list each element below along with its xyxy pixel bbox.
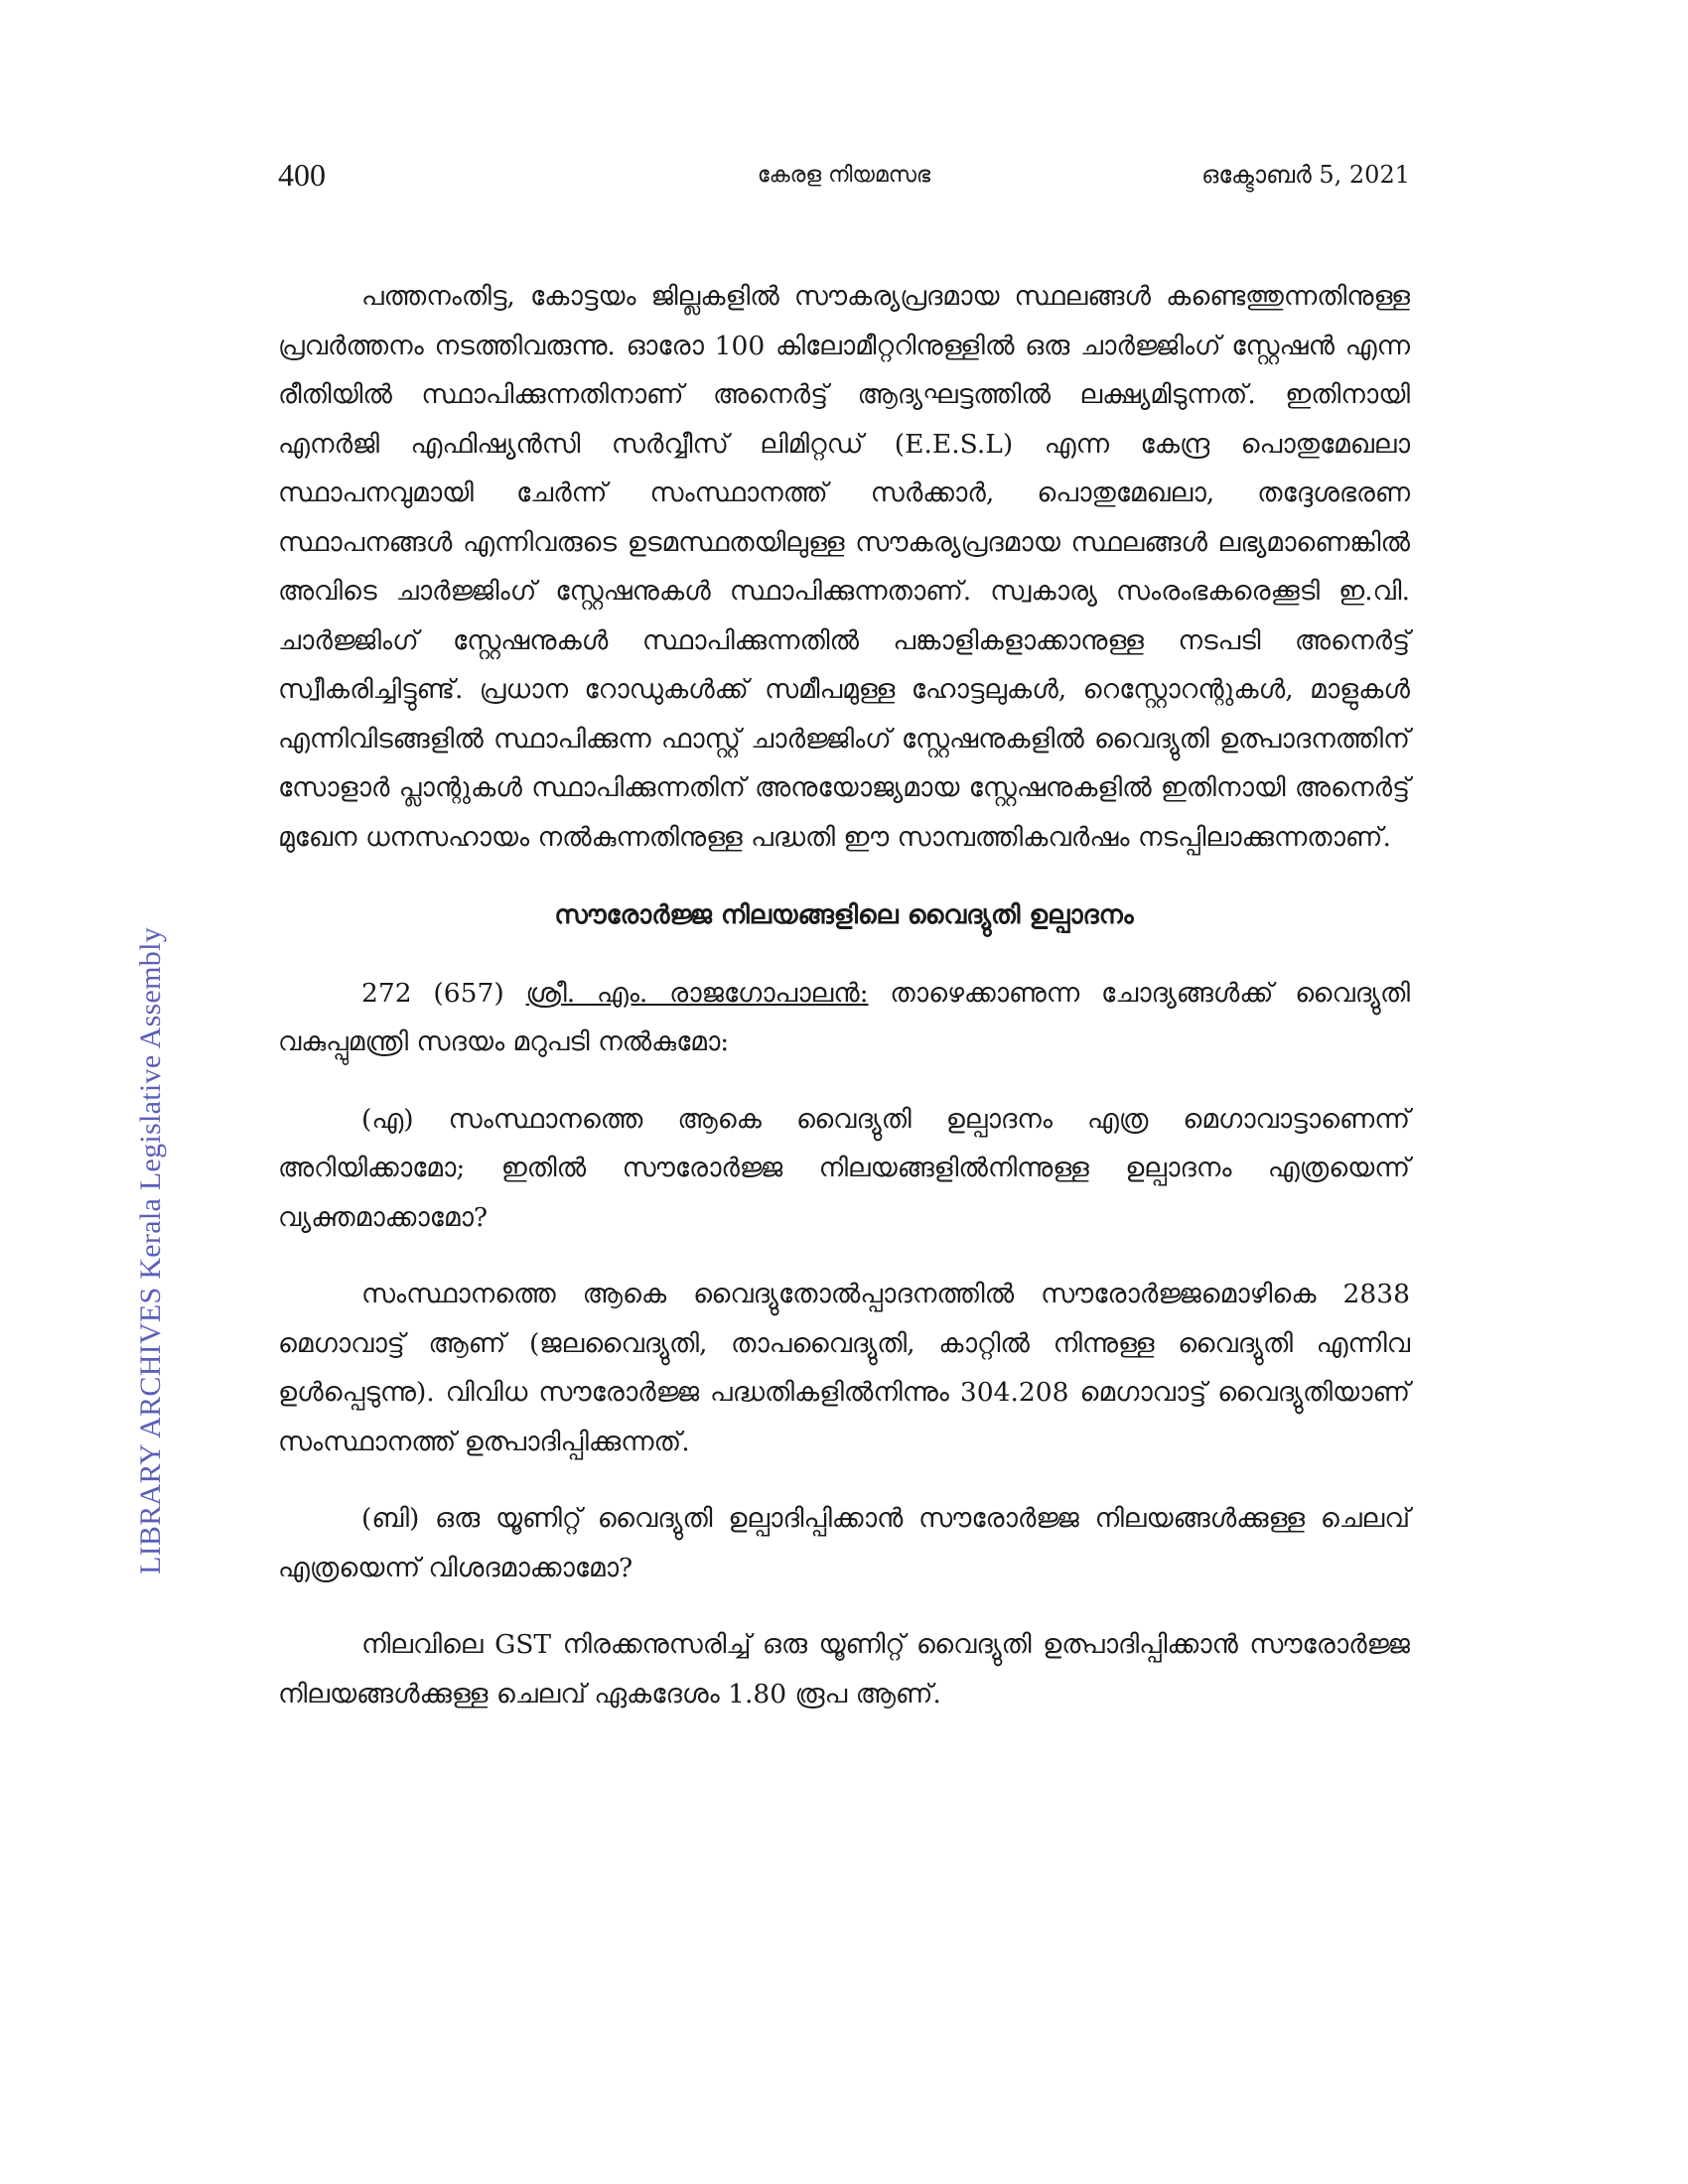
answer-continuation-paragraph: പത്തനംതിട്ട, കോട്ടയം ജില്ലകളിൽ സൗകര്യപ്രദമായ സ്ഥലങ്ങൾ കണ്ടെത്തുന്നതിനുള്ള പ്രവർത്തനം നടത്തിവരുന്നു. ഓരോ 100 കിലോമീറ്ററിനുള്ളിൽ ഒരു ചാർജ്ജിംഗ് സ്റ്റേഷൻ എന്ന രീതിയിൽ സ്ഥാപിക്കുന്നതിനാണ് അനെർട്ട് ആദ്യഘട്ടത്തിൽ ലക്ഷ്യമിടുന്നത്. ഇതിനായി എനർജി എഫിഷ്യൻസി സർവ്വീസ് ലിമിറ്റഡ് (E.E.S.L) എന്ന കേന്ദ്ര പൊതുമേഖലാ സ്ഥാപനവുമായി ചേർന്ന് സംസ്ഥാനത്ത് സർക്കാർ, പൊതുമേഖലാ, തദ്ദേശഭരണ സ്ഥാപനങ്ങൾ എന്നിവരുടെ ഉടമസ്ഥതയിലുള്ള സൗകര്യപ്രദമായ സ്ഥലങ്ങൾ ലഭ്യമാണെങ്കിൽ അവിടെ ചാർജ്ജിംഗ് സ്റ്റേഷനുകൾ സ്ഥാപിക്കുന്നതാണ്. സ്വകാര്യ സംരംഭകരെക്കൂടി ഇ.വി. ചാർജ്ജിംഗ് സ്റ്റേഷനുകൾ സ്ഥാപിക്കുന്നതിൽ പങ്കാളികളാക്കാനുള്ള നടപടി അനെർട്ട് സ്വീകരിച്ചിട്ടുണ്ട്. പ്രധാന റോഡുകൾക്ക് സമീപമുള്ള ഹോട്ടലുകൾ, റെസ്റ്റോറന്റുകൾ, മാളുകൾ എന്നിവിടങ്ങളിൽ സ്ഥാപിക്കുന്ന ഫാസ്റ്റ് ചാർജ്ജിംഗ് സ്റ്റേഷനുകളിൽ വൈദ്യുതി ഉത്പാദനത്തിന് സോളാർ പ്ലാന്റുകൾ സ്ഥാപിക്കുന്നതിന് അനുയോജ്യമായ സ്റ്റേഷനുകളിൽ ഇതിനായി അനെർട്ട് മുഖേന ധനസഹായം നൽകുന്നതിനുള്ള പദ്ധതി ഈ സാമ്പത്തികവർഷം നടപ്പിലാക്കുന്നതാണ്. [278,281,1410,853]
document-body [278,272,1410,1718]
question-intro-text: താഴെക്കാണുന്ന ചോദ്യങ്ങൾക്ക് വൈദ്യുതി വകുപ്പുമന്ത്രി സദയം മറുപടി നൽകുമോ: [278,977,1410,1057]
question-number: 272 (657) [361,977,504,1009]
member-name: ശ്രീ. എം. രാജഗോപാലൻ: [525,977,869,1009]
watermark-text: LIBRARY ARCHIVES Kerala Legislative Assembly [134,926,167,1575]
question-a: (എ) സംസ്ഥാനത്തെ ആകെ വൈദ്യുതി ഉല്പാദനം എത്ര മെഗാവാട്ടാണെന്ന് അറിയിക്കാമോ; ഇതിൽ സൗരോർജ്ജ നിലയങ്ങളിൽനിന്നുള്ള ഉല്പാദനം എത്രയെന്ന് വ്യക്തമാക്കാമോ? [278,1103,1410,1233]
page-number: 400 [278,157,326,193]
answer-a: സംസ്ഥാനത്തെ ആകെ വൈദ്യുതോൽപ്പാദനത്തിൽ സൗരോർജ്ജമൊഴികെ 2838 മെഗാവാട്ട് ആണ് (ജലവൈദ്യുതി, താപവൈദ്യുതി, കാറ്റിൽ നിന്നുള്ള വൈദ്യുതി എന്നിവ ഉൾപ്പെടുന്നു). വിവിധ സൗരോർജ്ജ പദ്ധതികളിൽനിന്നും 304.208 മെഗാവാട്ട് വൈദ്യുതിയാണ് സംസ്ഥാനത്ത് ഉത്പാദിപ്പിക്കുന്നത്. [278,1279,1410,1457]
question-intro-paragraph [278,969,1410,1067]
header-date: ഒക്ടോബർ 5, 2021 [1201,161,1410,189]
section-heading: സൗരോർജ്ജ നിലയങ്ങളിലെ വൈദ്യുതി ഉല്പാദനം [554,900,1134,930]
running-head: കേരള നിയമസഭ [757,163,931,188]
page-header [278,157,1410,197]
answer-b: നിലവിലെ GST നിരക്കനുസരിച്ച് ഒരു യൂണിറ്റ് വൈദ്യുതി ഉത്പാദിപ്പിക്കാൻ സൗരോർജ്ജ നിലയങ്ങൾക്കുള്ള ചെലവ് ഏകദേശം 1.80 രൂപ ആണ്. [278,1629,1410,1709]
question-b: (ബി) ഒരു യൂണിറ്റ് വൈദ്യുതി ഉല്പാദിപ്പിക്കാൻ സൗരോർജ്ജ നിലയങ്ങൾക്കുള്ള ചെലവ് എത്രയെന്ന് വിശദമാക്കാമോ? [278,1503,1410,1583]
